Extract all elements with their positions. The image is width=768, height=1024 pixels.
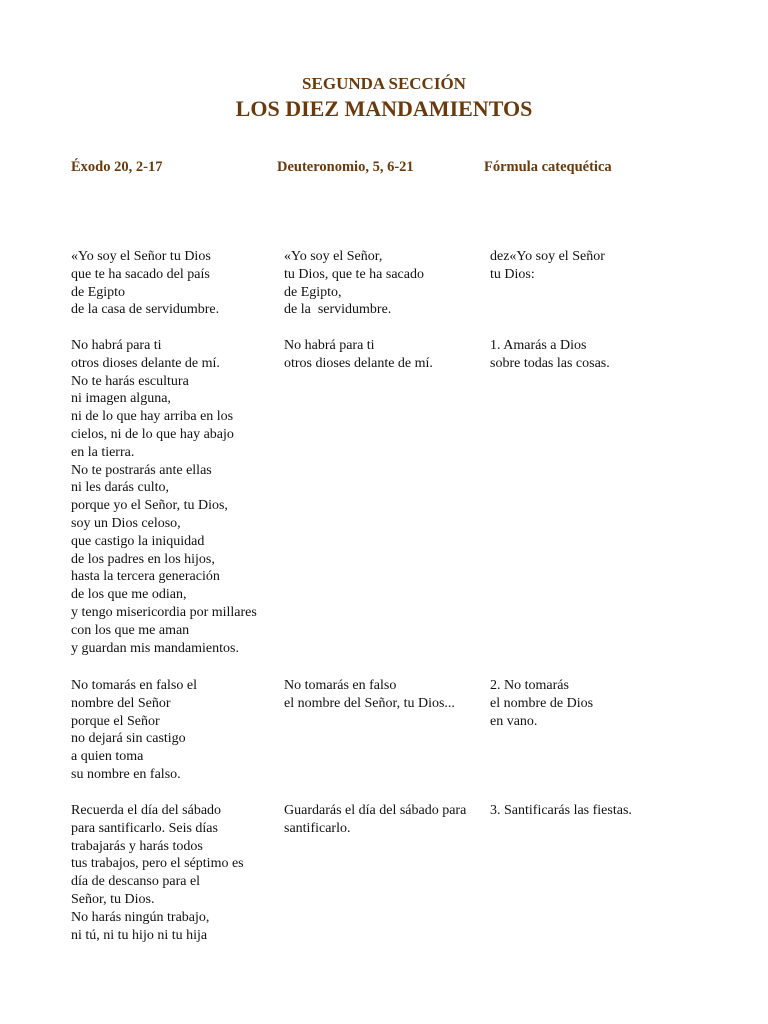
deuteronomio-text: No habrá para ti otros dioses delante de mí. [284,338,433,371]
section-heading: SEGUNDA SECCIÓN [302,74,466,93]
formula-text: dez«Yo soy el Señor tu Dios: [490,249,605,282]
exodo-text: No habrá para ti otros dioses delante de mí. No te harás escultura ni imagen alguna, ni de lo que hay arriba en los cielos, ni de lo que hay abajo en la tierra. No te postrarás ante ellas ni les darás culto, porque yo el Señor, tu Dios, soy un Dios celoso, que castigo la iniquidad de los padres en los hijos, hasta la tercera generación de los que me odian, y tengo misericordia por millares con los que me aman y guardan mis mandamientos. [71,338,257,656]
formula-text: 3. Santificarás las fiestas. [490,803,632,818]
formula-text: 1. Amarás a Dios sobre todas las cosas. [490,338,610,371]
column-header-deuteronomio: Deuteronomio, 5, 6-21 [277,159,414,175]
formula-text: 2. No tomarás el nombre de Dios en vano. [490,678,594,729]
deuteronomio-text: No tomarás en falso el nombre del Señor, tu Dios... [284,678,455,711]
deuteronomio-text: «Yo soy el Señor, tu Dios, que te ha sacado de Egipto, de la servidumbre. [284,249,424,318]
deuteronomio-text: Guardarás el día del sábado para santificarlo. [284,803,467,836]
exodo-text: Recuerda el día del sábado para santificarlo. Seis días trabajarás y harás todos tus trabajos, pero el séptimo es día de descanso para el Señor, tu Dios. No harás ningún trabajo, ni tú, ni tu hijo ni tu hija [71,803,244,943]
column-header-exodo: Éxodo 20, 2-17 [71,159,163,175]
exodo-text: «Yo soy el Señor tu Dios que te ha sacado del país de Egipto de la casa de servidumbre. [71,249,220,318]
exodo-text: No tomarás en falso el nombre del Señor porque el Señor no dejará sin castigo a quien toma su nombre en falso. [71,678,197,782]
page-title: LOS DIEZ MANDAMIENTOS [235,96,533,121]
column-header-formula: Fórmula catequética [484,159,612,175]
